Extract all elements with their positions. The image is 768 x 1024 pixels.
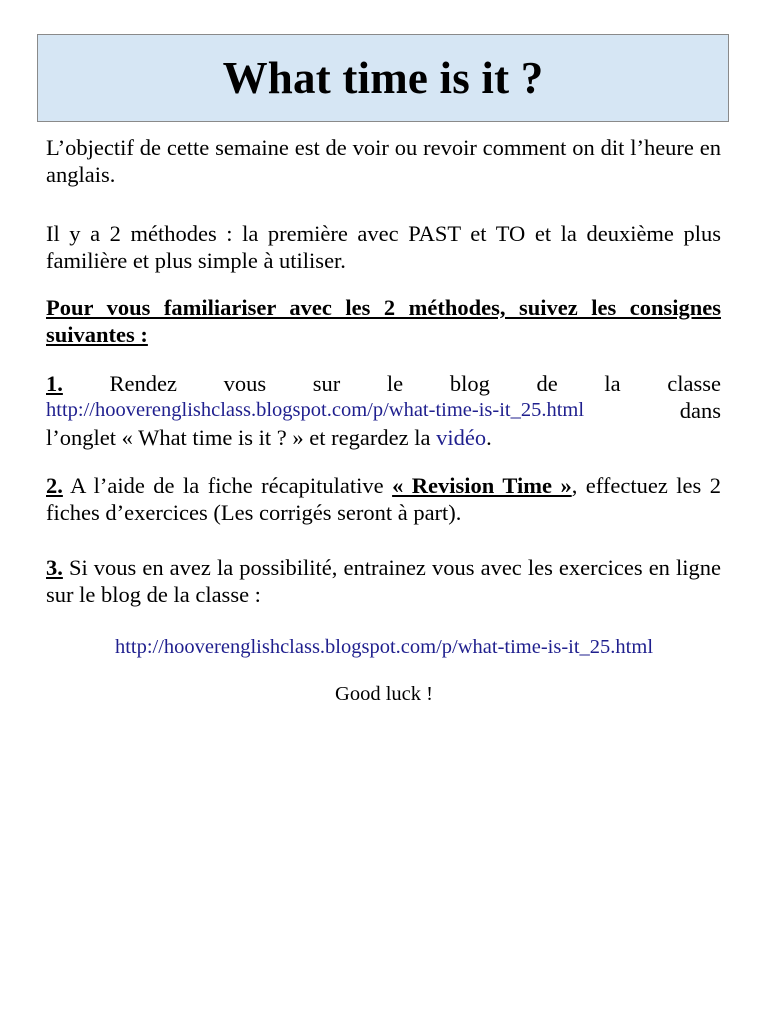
- step-1-line-3-text: l’onglet « What time is it ? » et regardez la: [46, 425, 437, 450]
- step-1-word: sur: [312, 371, 341, 396]
- step-1-number: 1.: [46, 371, 63, 396]
- step-1-word: de: [536, 371, 558, 396]
- blog-url-link[interactable]: http://hooverenglishclass.blogspot.com/p/what-time-is-it_25.html: [46, 399, 585, 421]
- closing-text: Good luck !: [335, 683, 433, 705]
- step-3-number: 3.: [46, 555, 63, 580]
- step-1: [46, 370, 721, 451]
- step-1-word: blog: [449, 371, 490, 396]
- step-1-line-3: [46, 424, 721, 451]
- step-1-period: .: [486, 425, 492, 450]
- revision-time-label: « Revision Time »: [392, 473, 572, 498]
- step-1-line-1: [46, 370, 721, 397]
- methods-paragraph: Il y a 2 méthodes : la première avec PAST et TO et la deuxième plus familière et plus simple à utiliser.: [46, 221, 721, 273]
- step-2: [46, 472, 721, 526]
- instructions-heading: Pour vous familiariser avec les 2 méthodes, suivez les consignes suivantes :: [46, 295, 721, 347]
- step-2-text-after: , effectuez les 2 fiches d’exercices (Les corrigés seront à part).: [46, 473, 722, 525]
- step-3-text: Si vous en avez la possibilité, entrainez vous avec les exercices en ligne sur le blog de la classe :: [46, 555, 721, 607]
- step-2-number: 2.: [46, 473, 63, 498]
- step-2-text-before: A l’aide de la fiche récapitulative: [62, 473, 393, 498]
- intro-paragraph: L’objectif de cette semaine est de voir ou revoir comment on dit l’heure en anglais.: [46, 135, 721, 187]
- step-1-word: classe: [667, 371, 721, 396]
- step-1-word: Rendez: [109, 371, 177, 396]
- page-title: What time is it ?: [222, 53, 544, 103]
- step-1-word: la: [604, 371, 621, 396]
- step-1-word: le: [386, 371, 404, 396]
- video-link[interactable]: vidéo: [436, 425, 487, 450]
- step-1-word: vous: [223, 371, 267, 396]
- blog-link[interactable]: http://hooverenglishclass.blogspot.com/p/what-time-is-it_25.html: [114, 636, 654, 658]
- step-1-line-2: [46, 397, 721, 424]
- title-box: [37, 34, 729, 122]
- step-3: [46, 554, 721, 608]
- step-1-after-url: dans: [679, 398, 721, 423]
- blog-link-line: [0, 634, 768, 661]
